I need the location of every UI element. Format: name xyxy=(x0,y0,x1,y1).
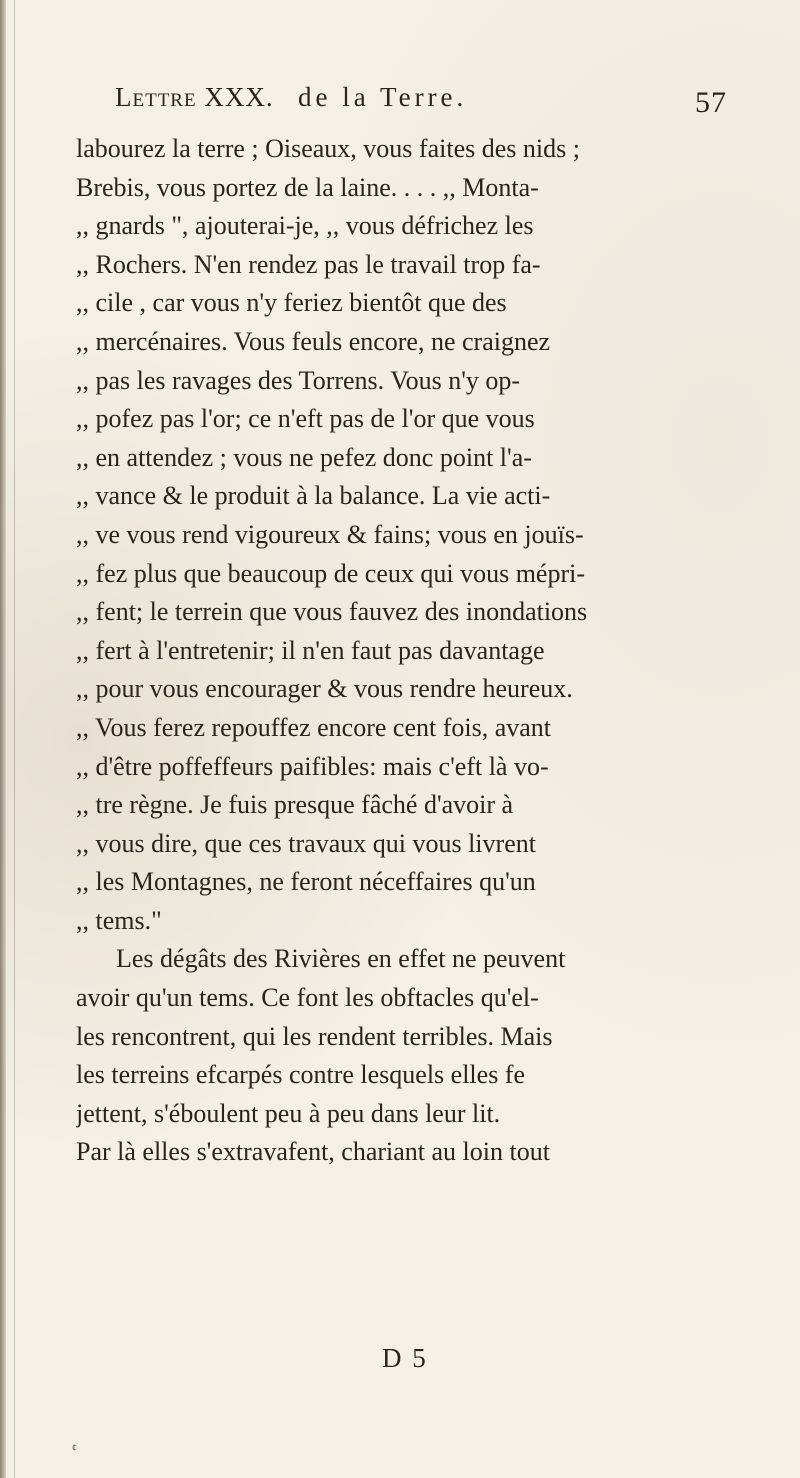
text-line: ,, fent; le terrein que vous fauvez des inondations xyxy=(76,597,588,627)
text-line: labourez la terre ; Oiseaux, vous faites des nids ; xyxy=(76,134,580,163)
text-line: jettent, s'éboulent peu à peu dans leur lit. xyxy=(76,1098,501,1128)
text-line: ,, fez plus que beaucoup de ceux qui vous mépri- xyxy=(76,558,586,588)
corner-mark: ¢ xyxy=(72,1443,77,1454)
text-line: ,, fert à l'entretenir; il n'en faut pas davantage xyxy=(76,635,545,665)
text-line: ,, Rochers. N'en rendez pas le travail trop fa- xyxy=(76,249,541,279)
text-line: les rencontrent, qui les rendent terribles. Mais xyxy=(76,1021,553,1051)
text-line: Brebis, vous portez de la laine. . . . ,, Monta- xyxy=(76,172,539,202)
text-line: les terreins efcarpés contre lesquels elles fe xyxy=(76,1060,526,1090)
text-line: ,, ve vous rend vigoureux & fains; vous en jouïs- xyxy=(76,519,584,549)
text-line: ,, mercénaires. Vous feuls encore, ne craignez xyxy=(76,326,551,356)
page-edge xyxy=(0,0,6,1478)
paragraph-start-line: Les dégâts des Rivières en effet ne peuvent xyxy=(116,944,566,974)
text-line: avoir qu'un tems. Ce font les obftacles qu'el- xyxy=(76,983,539,1013)
gutter-line xyxy=(14,0,15,1478)
text-line: Par là elles s'extravafent, chariant au loin tout xyxy=(76,1137,550,1167)
text-block xyxy=(76,130,740,1172)
text-line: ,, pas les ravages des Torrens. Vous n'y op- xyxy=(76,365,521,395)
text-line: ,, vous dire, que ces travaux qui vous livrent xyxy=(76,828,536,858)
text-line: ,, tems." xyxy=(76,905,162,935)
running-head xyxy=(115,82,735,122)
page-number: 57 xyxy=(695,86,727,119)
text-line: ,, Vous ferez repouffez encore cent fois, avant xyxy=(76,712,552,742)
text-line: ,, tre règne. Je fuis presque fâché d'avoir à xyxy=(76,790,514,820)
running-head-letter: Lettre XXX. xyxy=(115,82,274,112)
text-line: ,, en attendez ; vous ne pefez donc point l'a- xyxy=(76,442,532,472)
running-head-title: de la Terre. xyxy=(298,82,468,112)
text-line: ,, d'être poffeffeurs paifibles: mais c'eft là vo- xyxy=(76,751,549,781)
text-line: ,, vance & le produit à la balance. La vie acti- xyxy=(76,481,551,511)
text-line: ,, gnards ", ajouterai-je, ,, vous défrichez les xyxy=(76,211,534,241)
signature-mark: D 5 xyxy=(382,1343,428,1373)
text-line: ,, les Montagnes, ne feront néceffaires qu'un xyxy=(76,867,536,897)
text-line: ,, pofez pas l'or; ce n'eft pas de l'or que vous xyxy=(76,404,535,434)
text-line: ,, cile , car vous n'y feriez bientôt que des xyxy=(76,288,507,318)
text-line: ,, pour vous encourager & vous rendre heureux. xyxy=(76,674,573,704)
